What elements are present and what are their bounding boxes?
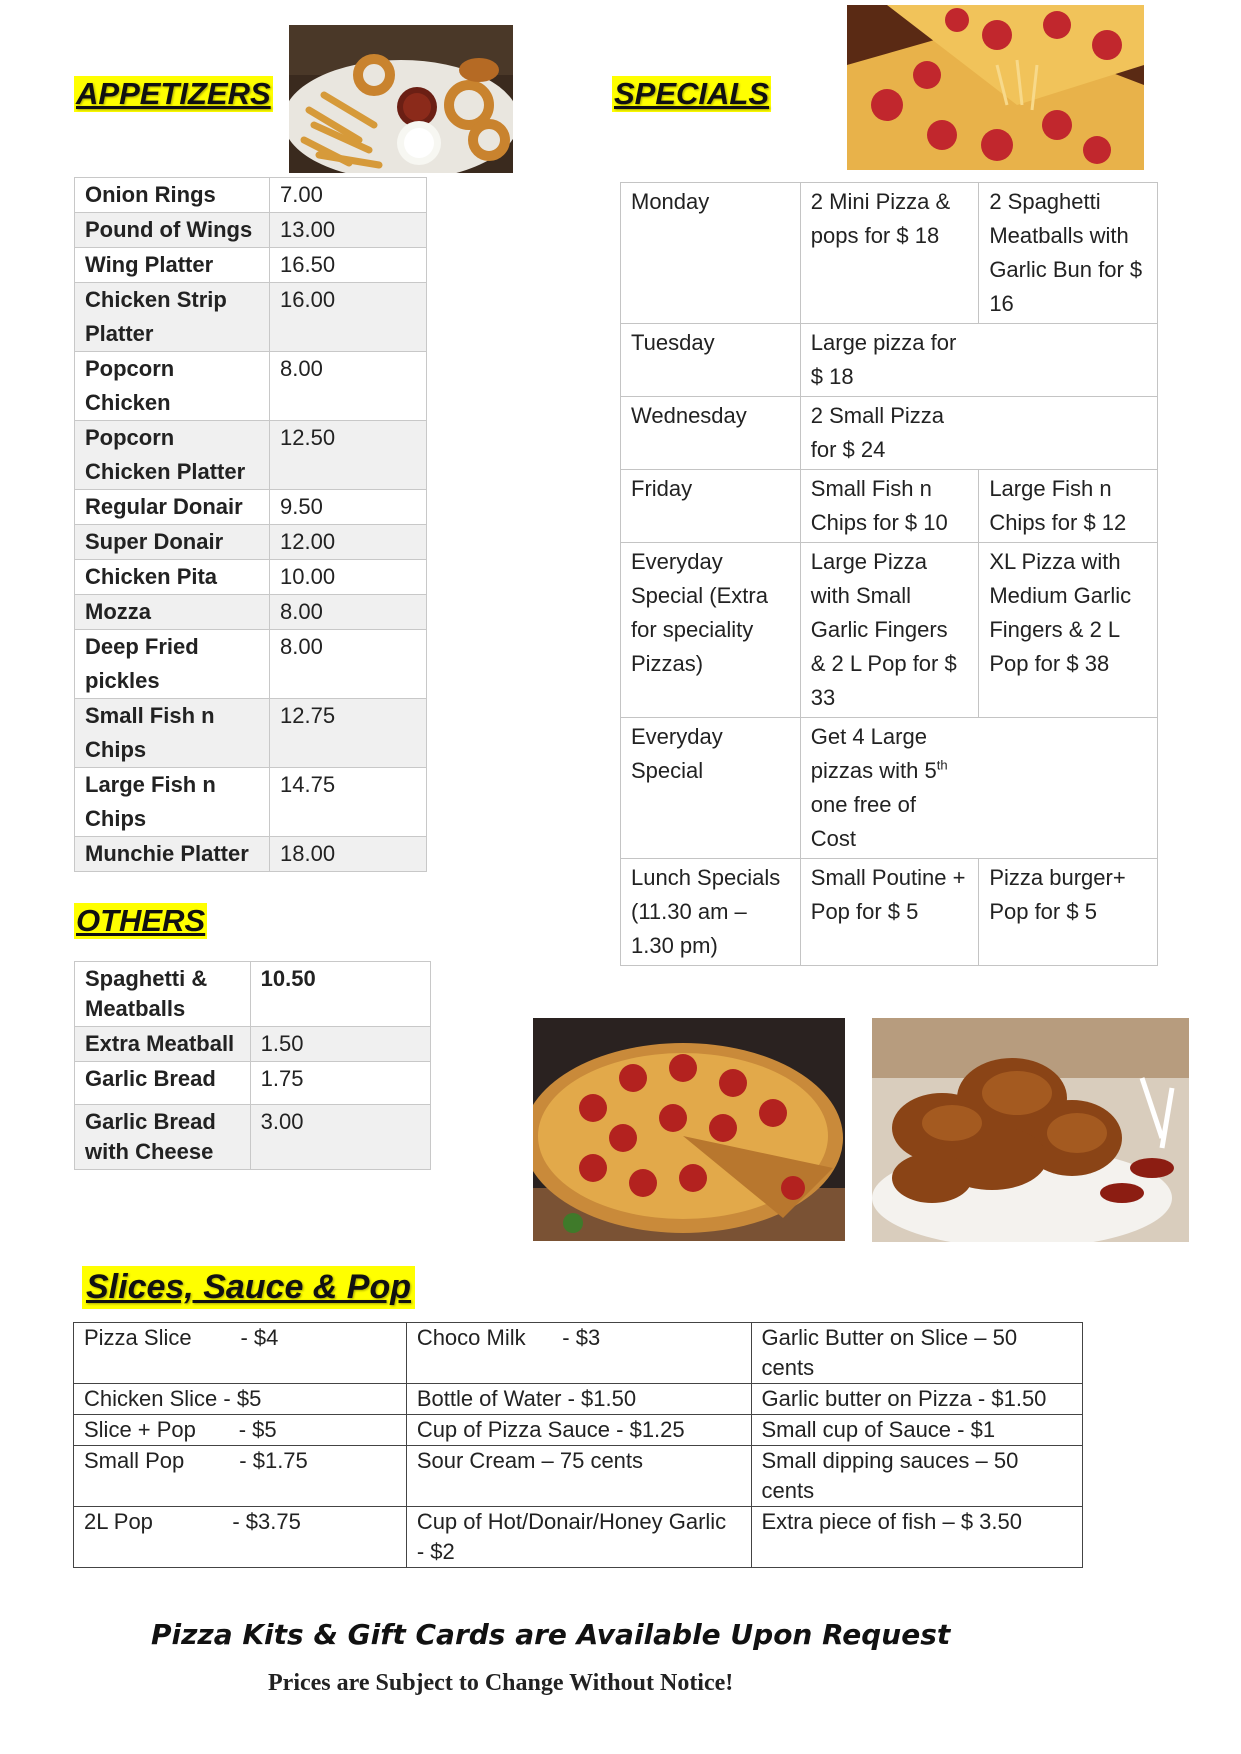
appetizer-name: Deep Fried pickles [75, 630, 270, 699]
slices-item: Bottle of Water - $1.50 [406, 1384, 751, 1415]
appetizer-name: Onion Rings [75, 178, 270, 213]
slices-row [74, 1384, 1083, 1415]
special-offer: Large Pizza with Small Garlic Fingers & 2 L Pop for $ 33 [800, 543, 979, 718]
appetizer-price: 8.00 [270, 595, 427, 630]
appetizer-name: Pound of Wings [75, 213, 270, 248]
specials-heading: SPECIALS [614, 76, 770, 111]
appetizer-row [75, 630, 427, 699]
appetizer-name: Wing Platter [75, 248, 270, 283]
appetizer-price: 16.00 [270, 283, 427, 352]
appetizer-name: Large Fish n Chips [75, 768, 270, 837]
appetizer-name: Popcorn Chicken Platter [75, 421, 270, 490]
specials-row [621, 543, 1158, 718]
others-heading: OTHERS [76, 903, 206, 938]
appetizer-price: 18.00 [270, 837, 427, 872]
specials-table [620, 182, 1158, 966]
appetizer-price: 12.50 [270, 421, 427, 490]
footer-price-disclaimer: Prices are Subject to Change Without Notice! [268, 1670, 734, 1696]
special-day: Everyday Special (Extra for speciality Pizzas) [621, 543, 801, 718]
appetizer-price: 12.75 [270, 699, 427, 768]
specials-row [621, 470, 1158, 543]
pepperoni-pizza-photo [533, 1018, 845, 1241]
slices-row [74, 1323, 1083, 1384]
special-day: Friday [621, 470, 801, 543]
appetizer-name: Super Donair [75, 525, 270, 560]
special-offer: Large pizza for $ 18 [800, 324, 1157, 397]
slices-item: Garlic Butter on Slice – 50 cents [751, 1323, 1083, 1384]
slices-item: Small cup of Sauce - $1 [751, 1415, 1083, 1446]
appetizer-row [75, 213, 427, 248]
slices-heading: Slices, Sauce & Pop [82, 1266, 415, 1309]
others-item-name: Extra Meatball [75, 1027, 251, 1062]
others-item-price: 10.50 [250, 962, 430, 1027]
specials-row [621, 324, 1158, 397]
appetizer-price: 8.00 [270, 630, 427, 699]
appetizer-name: Regular Donair [75, 490, 270, 525]
others-item-name: Spaghetti & Meatballs [75, 962, 251, 1027]
specials-row [621, 859, 1158, 966]
appetizer-price: 10.00 [270, 560, 427, 595]
others-item-price: 1.50 [250, 1027, 430, 1062]
slices-row [74, 1507, 1083, 1568]
others-row [75, 1062, 431, 1105]
special-offer: Pizza burger+ Pop for $ 5 [979, 859, 1158, 966]
appetizer-row [75, 560, 427, 595]
appetizer-row [75, 699, 427, 768]
pizza-slice-photo [847, 5, 1144, 170]
slices-item: Small Pop - $1.75 [74, 1446, 407, 1507]
appetizer-name: Chicken Pita [75, 560, 270, 595]
appetizer-row [75, 837, 427, 872]
others-row [75, 1105, 431, 1170]
appetizer-name: Small Fish n Chips [75, 699, 270, 768]
appetizer-price: 8.00 [270, 352, 427, 421]
slices-item: Cup of Pizza Sauce - $1.25 [406, 1415, 751, 1446]
appetizers-heading: APPETIZERS [76, 76, 271, 111]
slices-item: Choco Milk - $3 [406, 1323, 751, 1384]
specials-row [621, 397, 1158, 470]
special-day: Wednesday [621, 397, 801, 470]
slices-row [74, 1446, 1083, 1507]
appetizer-price: 16.50 [270, 248, 427, 283]
slices-item: Cup of Hot/Donair/Honey Garlic - $2 [406, 1507, 751, 1568]
special-offer: XL Pizza with Medium Garlic Fingers & 2 L Pop for $ 38 [979, 543, 1158, 718]
appetizer-row [75, 352, 427, 421]
special-day: Everyday Special [621, 718, 801, 859]
special-offer: Small Fish n Chips for $ 10 [800, 470, 979, 543]
appetizer-row [75, 595, 427, 630]
others-item-name: Garlic Bread with Cheese [75, 1105, 251, 1170]
appetizer-name: Munchie Platter [75, 837, 270, 872]
slices-item: Small dipping sauces – 50 cents [751, 1446, 1083, 1507]
appetizer-row [75, 490, 427, 525]
appetizer-name: Mozza [75, 595, 270, 630]
others-item-price: 1.75 [250, 1062, 430, 1105]
appetizer-row [75, 525, 427, 560]
appetizer-name: Popcorn Chicken [75, 352, 270, 421]
slices-table [73, 1322, 1083, 1568]
special-day: Tuesday [621, 324, 801, 397]
others-row [75, 1027, 431, 1062]
slices-item: Extra piece of fish – $ 3.50 [751, 1507, 1083, 1568]
special-day: Lunch Specials (11.30 am – 1.30 pm) [621, 859, 801, 966]
appetizer-row [75, 768, 427, 837]
special-offer: Large Fish n Chips for $ 12 [979, 470, 1158, 543]
specials-row [621, 183, 1158, 324]
appetizer-row [75, 178, 427, 213]
slices-item: Garlic butter on Pizza - $1.50 [751, 1384, 1083, 1415]
others-item-price: 3.00 [250, 1105, 430, 1170]
special-offer: Get 4 Large pizzas with 5th one free of Cost [800, 718, 1157, 859]
appetizer-platter-photo [289, 25, 513, 173]
slices-item: Slice + Pop - $5 [74, 1415, 407, 1446]
appetizer-row [75, 248, 427, 283]
appetizer-price: 14.75 [270, 768, 427, 837]
special-offer: Small Poutine + Pop for $ 5 [800, 859, 979, 966]
appetizers-table [74, 177, 427, 872]
special-offer: 2 Small Pizza for $ 24 [800, 397, 1157, 470]
slices-item: 2L Pop - $3.75 [74, 1507, 407, 1568]
special-offer: 2 Spaghetti Meatballs with Garlic Bun for $ 16 [979, 183, 1158, 324]
appetizer-price: 13.00 [270, 213, 427, 248]
specials-row [621, 718, 1158, 859]
appetizer-row [75, 283, 427, 352]
slices-row [74, 1415, 1083, 1446]
appetizer-price: 7.00 [270, 178, 427, 213]
appetizer-row [75, 421, 427, 490]
slices-item: Chicken Slice - $5 [74, 1384, 407, 1415]
special-day: Monday [621, 183, 801, 324]
appetizer-price: 9.50 [270, 490, 427, 525]
others-table [74, 961, 431, 1170]
others-item-name: Garlic Bread [75, 1062, 251, 1105]
special-offer: 2 Mini Pizza & pops for $ 18 [800, 183, 979, 324]
chicken-wings-photo [872, 1018, 1189, 1242]
footer-availability-note: Pizza Kits & Gift Cards are Available Upon Request [151, 1618, 951, 1651]
appetizer-price: 12.00 [270, 525, 427, 560]
others-row [75, 962, 431, 1027]
appetizer-name: Chicken Strip Platter [75, 283, 270, 352]
slices-item: Sour Cream – 75 cents [406, 1446, 751, 1507]
slices-item: Pizza Slice - $4 [74, 1323, 407, 1384]
